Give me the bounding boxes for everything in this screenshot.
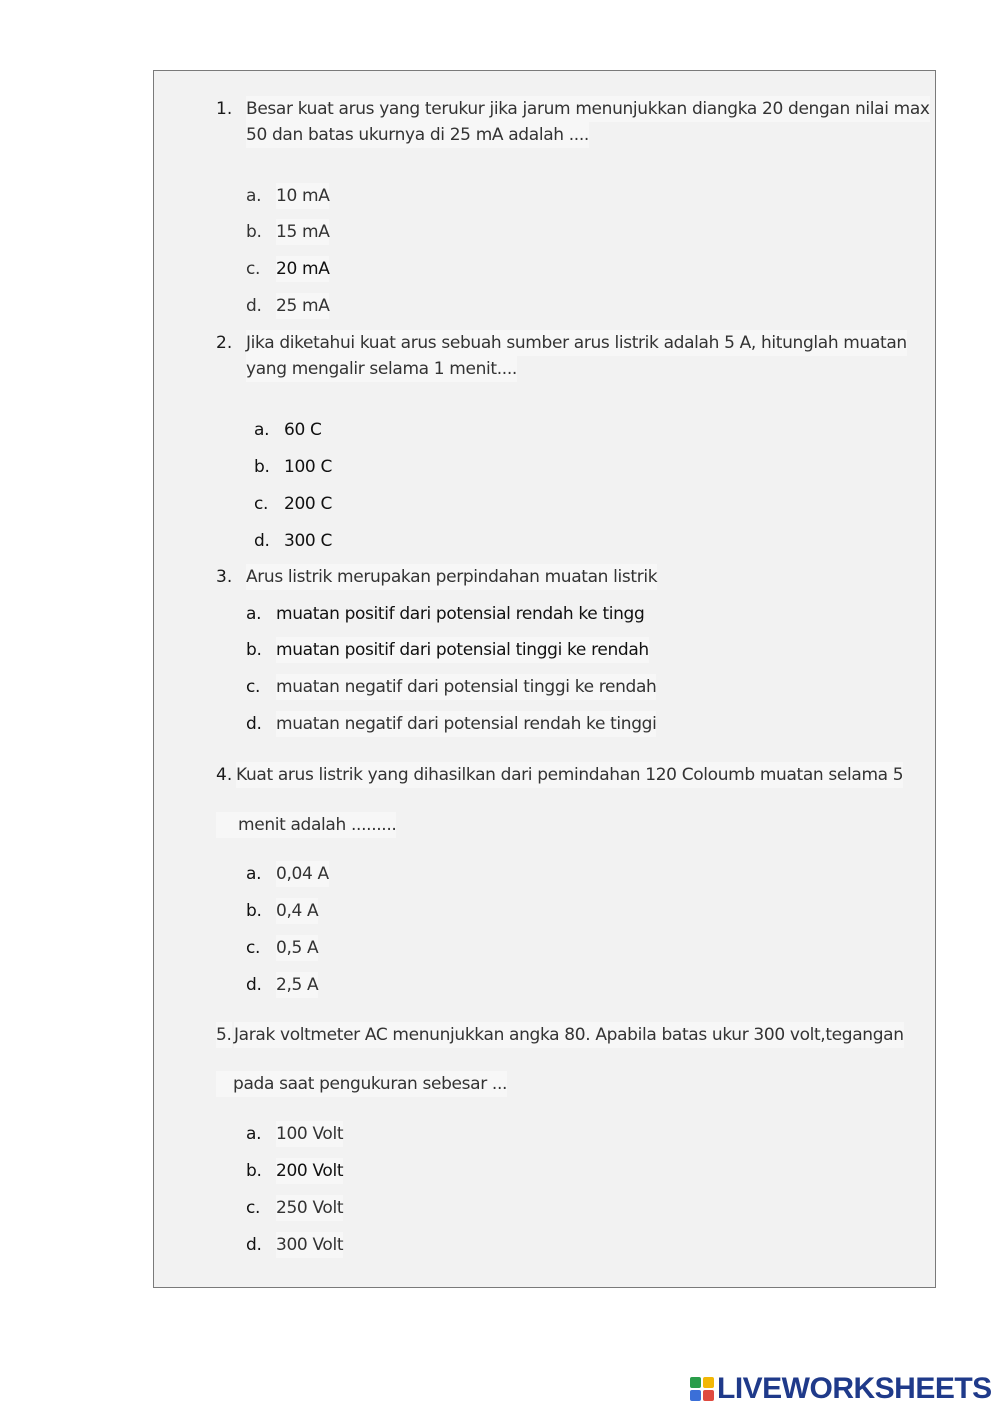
question-text-line: Jarak voltmeter AC menunjukkan angka 80. Apabila batas ukur 300 volt,tegangan bbox=[234, 1022, 904, 1048]
option-letter: a. bbox=[246, 186, 262, 206]
question-text-line: Besar kuat arus yang terukur jika jarum menunjukkan diangka 20 dengan nilai max bbox=[246, 96, 930, 122]
question-number: 1. bbox=[216, 99, 233, 119]
option-text: 60 C bbox=[284, 420, 322, 440]
question-text-line: Jika diketahui kuat arus sebuah sumber arus listrik adalah 5 A, hitunglah muatan bbox=[246, 330, 907, 356]
option-text: 100 Volt bbox=[276, 1121, 343, 1147]
option-text: 0,5 A bbox=[276, 935, 318, 961]
option-text: muatan positif dari potensial rendah ke tingg bbox=[276, 604, 645, 624]
question-number: 4. bbox=[216, 765, 233, 785]
option-letter: d. bbox=[246, 714, 262, 734]
option-text: muatan positif dari potensial tinggi ke rendah bbox=[276, 637, 649, 663]
option-letter: c. bbox=[246, 259, 261, 279]
option-letter: b. bbox=[254, 457, 270, 477]
question-text-line: menit adalah ......... bbox=[216, 812, 396, 838]
option-letter: b. bbox=[246, 1161, 262, 1181]
option-text: 0,4 A bbox=[276, 898, 318, 924]
option-letter: c. bbox=[246, 938, 261, 958]
option-text: muatan negatif dari potensial rendah ke tinggi bbox=[276, 711, 656, 737]
option-letter: c. bbox=[254, 494, 269, 514]
option-letter: c. bbox=[246, 1198, 261, 1218]
option-letter: a. bbox=[254, 420, 270, 440]
question-number: 5. bbox=[216, 1022, 232, 1048]
option-text: muatan negatif dari potensial tinggi ke rendah bbox=[276, 674, 656, 700]
question-text-line: 50 dan batas ukurnya di 25 mA adalah .... bbox=[246, 122, 589, 148]
option-text: 250 Volt bbox=[276, 1195, 343, 1221]
question-text-line: pada saat pengukuran sebesar ... bbox=[216, 1071, 507, 1097]
question-number: 3. bbox=[216, 567, 233, 587]
option-text: 200 C bbox=[284, 494, 332, 514]
option-text: 200 Volt bbox=[276, 1158, 343, 1184]
liveworksheets-logo-icon bbox=[690, 1377, 714, 1401]
liveworksheets-logo[interactable] bbox=[690, 1373, 992, 1405]
option-letter: a. bbox=[246, 864, 262, 884]
option-text: 100 C bbox=[284, 457, 332, 477]
option-letter: b. bbox=[246, 901, 262, 921]
logo-text: LIVEWORKSHEETS bbox=[717, 1372, 992, 1405]
option-text: 25 mA bbox=[276, 293, 329, 319]
option-letter: d. bbox=[254, 531, 270, 551]
question-number: 2. bbox=[216, 333, 233, 353]
option-letter: d. bbox=[246, 296, 262, 316]
option-text: 0,04 A bbox=[276, 861, 329, 887]
option-letter: a. bbox=[246, 1124, 262, 1144]
option-text: 300 C bbox=[284, 531, 332, 551]
option-text: 300 Volt bbox=[276, 1232, 343, 1258]
option-text: 10 mA bbox=[276, 183, 329, 209]
option-letter: d. bbox=[246, 975, 262, 995]
option-letter: b. bbox=[246, 222, 262, 242]
option-letter: a. bbox=[246, 604, 262, 624]
question-text-line: yang mengalir selama 1 menit.... bbox=[246, 356, 517, 382]
question-text-line: Kuat arus listrik yang dihasilkan dari pemindahan 120 Coloumb muatan selama 5 bbox=[236, 762, 903, 788]
question-text-line: Arus listrik merupakan perpindahan muatan listrik bbox=[246, 564, 657, 590]
option-text: 20 mA bbox=[276, 256, 329, 282]
option-letter: c. bbox=[246, 677, 261, 697]
worksheet-panel bbox=[153, 70, 936, 1288]
option-letter: d. bbox=[246, 1235, 262, 1255]
option-letter: b. bbox=[246, 640, 262, 660]
option-text: 2,5 A bbox=[276, 972, 318, 998]
option-text: 15 mA bbox=[276, 219, 329, 245]
